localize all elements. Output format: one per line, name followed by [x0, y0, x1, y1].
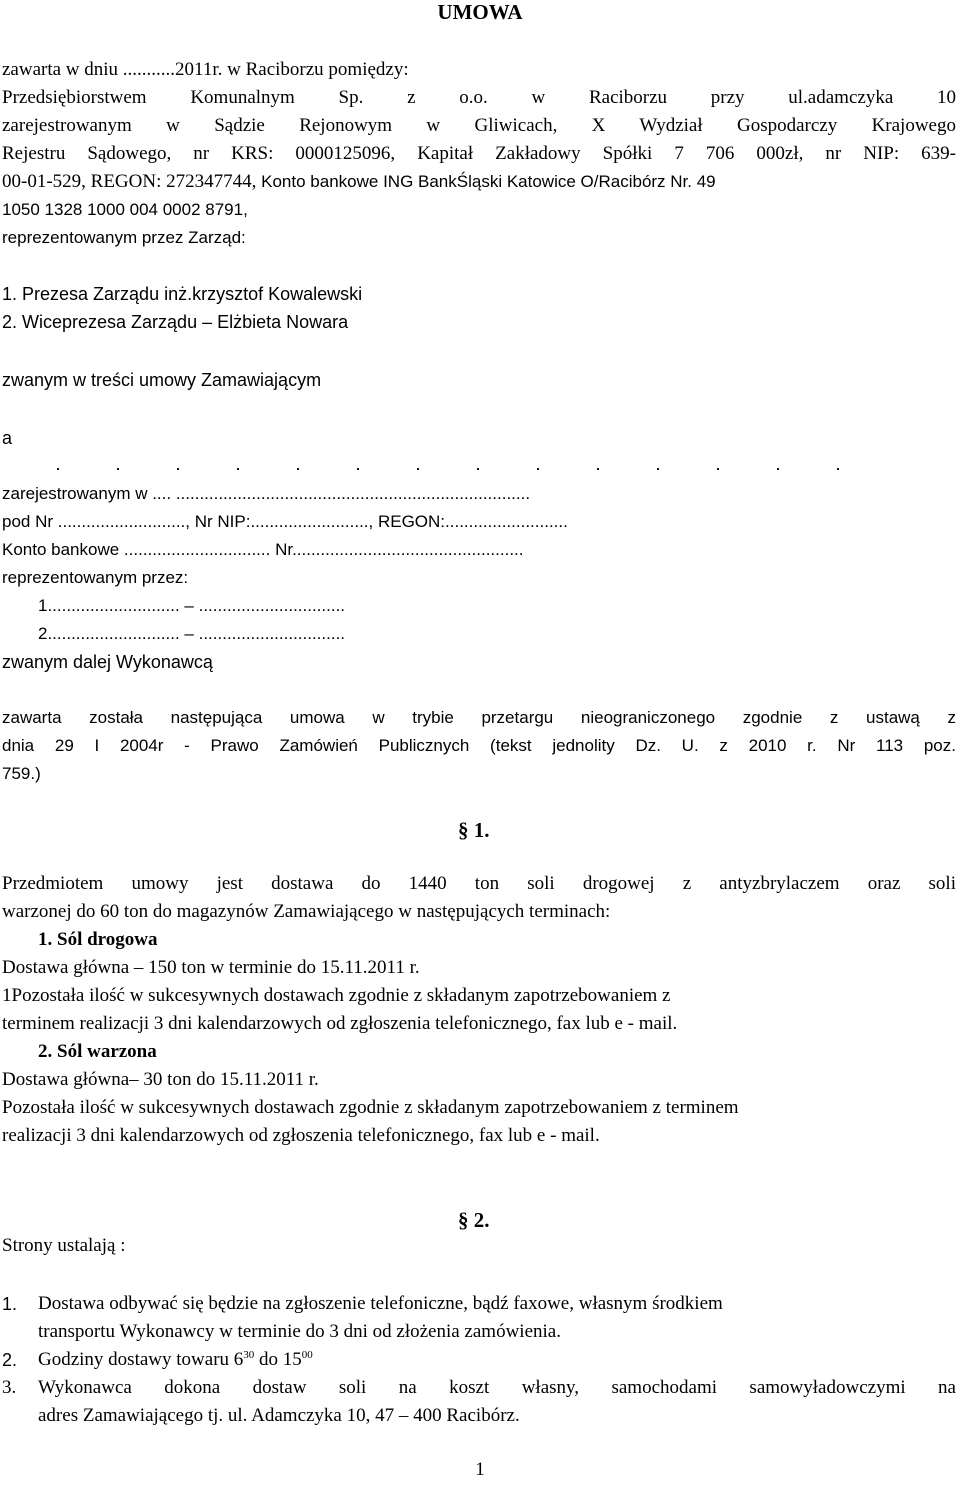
s1-delivery-rest-1: 1Pozostała ilość w sukcesywnych dostawach zgodnie z składanym zapotrzebowaniem z [2, 985, 671, 1006]
party2-rep-2: 2............................ – ............................... [38, 624, 346, 643]
section-1-heading: § 1. [458, 818, 490, 842]
intro-line-5 [2, 168, 716, 196]
dotted-separator [28, 466, 890, 472]
s2-item-3-line-2: adres Zamawiającego tj. ul. Adamczyka 10, 47 – 400 Racibórz. [38, 1405, 520, 1426]
party2-bank: Konto bankowe ............................... Nr................................................. [2, 540, 524, 559]
s1-delivery-rest-3: Pozostała ilość w sukcesywnych dostawach zgodnie z składanym zapotrzebowaniem z terminem [2, 1097, 739, 1118]
s1-delivery-rest-2: terminem realizacji 3 dni kalendarzowych od zgłoszenia telefonicznego, fax lub e - mail. [2, 1013, 678, 1034]
intro-line-2: Przedsiębiorstwem Komunalnym Sp. z o.o. w Raciborzu przy ul.adamczyka 10 [2, 87, 956, 108]
s2-hours-end-minutes: 00 [301, 1349, 313, 1361]
s2-hours-to: do 15 [254, 1349, 302, 1370]
s1-paragraph-1: Przedmiotem umowy jest dostawa do 1440 ton soli drogowej z antyzbrylaczem oraz soli [2, 873, 956, 894]
s2-item-3-number: 3. [2, 1377, 17, 1398]
s2-hours-start-minutes: 30 [243, 1349, 255, 1361]
intro-bank-account: Konto bankowe ING BankŚląski Katowice O/Racibórz Nr. 49 [261, 172, 716, 191]
intro-line-1: zawarta w dniu ...........2011r. w Raciborzu pomiędzy: [2, 59, 409, 80]
s2-item-1-line-1: Dostawa odbywać się będzie na zgłoszenie telefoniczne, bądź faxowe, własnym środkiem [38, 1293, 723, 1314]
s2-item-2-number: 2. [2, 1350, 18, 1370]
section-2-heading: § 2. [458, 1208, 490, 1232]
s2-hours-text: Godziny dostawy towaru 6 [38, 1349, 244, 1370]
s2-item-2-line [38, 1346, 313, 1374]
page-number: 1 [475, 1459, 485, 1480]
party2-identifiers: pod Nr ..........................., Nr NIP:........................., REGON:.......................... [2, 512, 568, 531]
intro-regon: 00-01-529, REGON: 272347744, [2, 171, 262, 192]
s1-paragraph-2: warzonej do 60 ton do magazynów Zamawiającego w następujących terminach: [2, 901, 611, 922]
party1-role-label: zwanym w treści umowy Zamawiającym [2, 370, 322, 390]
s1-item-1-heading: 1. Sól drogowa [38, 929, 158, 950]
s1-delivery-main: Dostawa główna – 150 ton w terminie do 15.11.2011 r. [2, 957, 420, 978]
party2-rep-1: 1............................ – ............................... [38, 596, 346, 615]
s1-delivery-main-2: Dostawa główna– 30 ton do 15.11.2011 r. [2, 1069, 319, 1090]
party2-role-label: zwanym dalej Wykonawcą [2, 652, 213, 672]
s2-item-1-number: 1. [2, 1294, 18, 1314]
intro-line-7: reprezentowanym przez Zarząd: [2, 228, 246, 247]
board-member-1: 1. Prezesa Zarządu inż.krzysztof Kowalewski [2, 284, 363, 304]
intro-line-4: Rejestru Sądowego, nr KRS: 0000125096, Kapitał Zakładowy Spółki 7 706 000zł, nr NIP: 639- [2, 143, 956, 164]
s1-item-2-heading: 2. Sól warzona [38, 1041, 157, 1062]
party2-registered: zarejestrowanym w .... ........................................................................... [2, 484, 531, 503]
intro-line-6: 1050 1328 1000 004 0002 8791, [2, 200, 248, 219]
s2-item-1-line-2: transportu Wykonawcy w terminie do 3 dni od złożenia zamówienia. [38, 1321, 561, 1342]
document-title: UMOWA [437, 0, 523, 24]
intro-line-3: zarejestrowanym w Sądzie Rejonowym w Gliwicach, X Wydział Gospodarczy Krajowego [2, 115, 956, 136]
s2-intro: Strony ustalają : [2, 1235, 126, 1256]
legal-line-1: zawarta została następująca umowa w trybie przetargu nieograniczonego zgodnie z ustawą z [2, 708, 956, 727]
conjunction: a [2, 428, 13, 448]
s1-delivery-rest-4: realizacji 3 dni kalendarzowych od zgłoszenia telefonicznego, fax lub e - mail. [2, 1125, 600, 1146]
legal-line-3: 759.) [2, 764, 41, 783]
party2-represented: reprezentowanym przez: [2, 568, 189, 587]
board-member-2: 2. Wiceprezesa Zarządu – Elżbieta Nowara [2, 312, 349, 332]
s2-item-3-line-1: Wykonawca dokona dostaw soli na koszt własny, samochodami samowyładowczymi na [38, 1377, 956, 1398]
legal-line-2: dnia 29 I 2004r - Prawo Zamówień Publicznych (tekst jednolity Dz. U. z 2010 r. Nr 113 poz. [2, 736, 956, 755]
